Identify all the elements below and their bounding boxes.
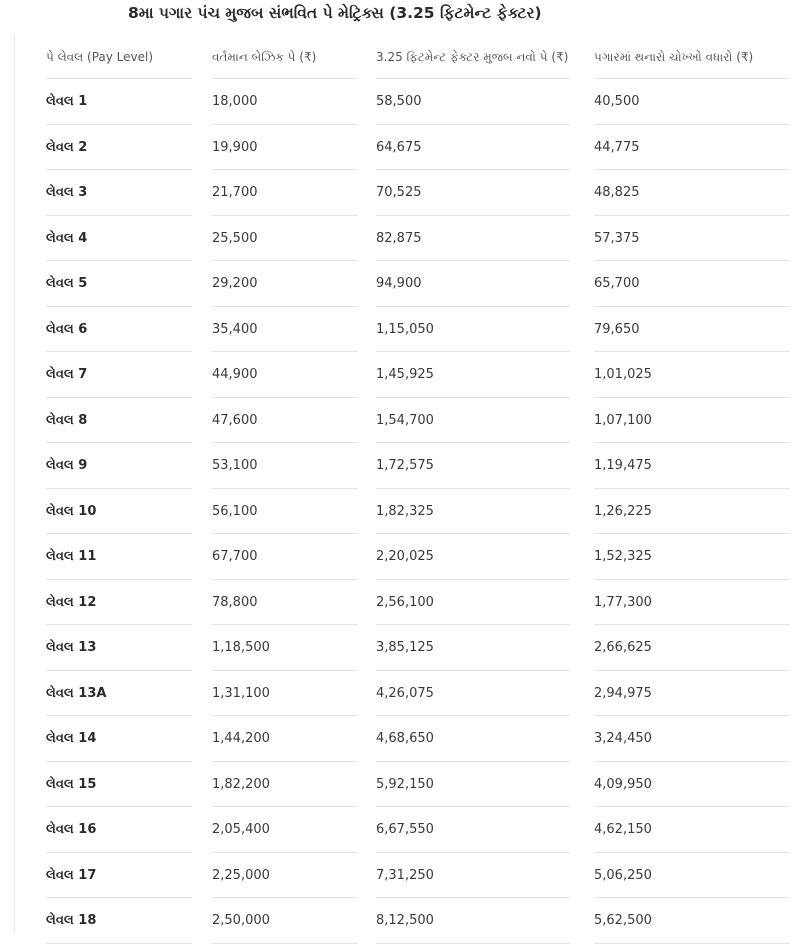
cell-pay-level: લેવલ 1 xyxy=(46,79,192,125)
cell-current-basic-pay: 29,200 xyxy=(212,261,358,307)
cell-current-basic-pay: 19,900 xyxy=(212,125,358,171)
cell-pay-level: લેવલ 3 xyxy=(46,170,192,216)
cell-current-basic-pay: 1,44,200 xyxy=(212,716,358,762)
cell-new-pay: 5,92,150 xyxy=(376,762,570,808)
cell-net-increase: 1,01,025 xyxy=(594,352,790,398)
cell-current-basic-pay: 53,100 xyxy=(212,443,358,489)
cell-new-pay: 64,675 xyxy=(376,125,570,171)
cell-current-basic-pay: 44,900 xyxy=(212,352,358,398)
cell-new-pay: 1,72,575 xyxy=(376,443,570,489)
cell-current-basic-pay: 25,500 xyxy=(212,216,358,262)
cell-pay-level: લેવલ 18 xyxy=(46,898,192,944)
cell-net-increase: 2,66,625 xyxy=(594,625,790,671)
cell-current-basic-pay: 78,800 xyxy=(212,580,358,626)
cell-pay-level: લેવલ 6 xyxy=(46,307,192,353)
cell-current-basic-pay: 56,100 xyxy=(212,489,358,535)
cell-new-pay: 94,900 xyxy=(376,261,570,307)
cell-new-pay: 1,82,325 xyxy=(376,489,570,535)
cell-current-basic-pay: 2,25,000 xyxy=(212,853,358,899)
cell-net-increase: 1,52,325 xyxy=(594,534,790,580)
cell-net-increase: 48,825 xyxy=(594,170,790,216)
cell-new-pay: 1,54,700 xyxy=(376,398,570,444)
cell-net-increase: 1,26,225 xyxy=(594,489,790,535)
cell-net-increase: 65,700 xyxy=(594,261,790,307)
cell-pay-level: લેવલ 9 xyxy=(46,443,192,489)
cell-net-increase: 5,62,500 xyxy=(594,898,790,944)
cell-current-basic-pay: 21,700 xyxy=(212,170,358,216)
cell-pay-level: લેવલ 8 xyxy=(46,398,192,444)
cell-new-pay: 7,31,250 xyxy=(376,853,570,899)
cell-pay-level: લેવલ 13A xyxy=(46,671,192,717)
cell-net-increase: 4,62,150 xyxy=(594,807,790,853)
page-title: 8મા પગાર પંચ મુજબ સંભવિત પે મેટ્રિક્સ (3.25 ફિટમેન્ટ ફેક્ટર) xyxy=(128,4,542,22)
cell-pay-level: લેવલ 15 xyxy=(46,762,192,808)
cell-current-basic-pay: 67,700 xyxy=(212,534,358,580)
cell-pay-level: લેવલ 17 xyxy=(46,853,192,899)
cell-pay-level: લેવલ 16 xyxy=(46,807,192,853)
cell-current-basic-pay: 1,18,500 xyxy=(212,625,358,671)
cell-current-basic-pay: 1,31,100 xyxy=(212,671,358,717)
cell-net-increase: 5,06,250 xyxy=(594,853,790,899)
cell-net-increase: 44,775 xyxy=(594,125,790,171)
cell-pay-level: લેવલ 4 xyxy=(46,216,192,262)
header-net-increase: પગારમાં થનારો ચોખ્ખો વધારો (₹) xyxy=(594,36,790,79)
cell-current-basic-pay: 35,400 xyxy=(212,307,358,353)
cell-net-increase: 40,500 xyxy=(594,79,790,125)
cell-pay-level: લેવલ 2 xyxy=(46,125,192,171)
cell-pay-level: લેવલ 14 xyxy=(46,716,192,762)
cell-new-pay: 70,525 xyxy=(376,170,570,216)
header-current-basic-pay: વર્તમાન બેઝિક પે (₹) xyxy=(212,36,358,79)
cell-net-increase: 1,77,300 xyxy=(594,580,790,626)
cell-new-pay: 3,85,125 xyxy=(376,625,570,671)
cell-new-pay: 6,67,550 xyxy=(376,807,570,853)
cell-new-pay: 2,56,100 xyxy=(376,580,570,626)
cell-pay-level: લેવલ 10 xyxy=(46,489,192,535)
cell-current-basic-pay: 2,05,400 xyxy=(212,807,358,853)
cell-pay-level: લેવલ 5 xyxy=(46,261,192,307)
cell-net-increase: 4,09,950 xyxy=(594,762,790,808)
cell-new-pay: 4,68,650 xyxy=(376,716,570,762)
cell-current-basic-pay: 47,600 xyxy=(212,398,358,444)
cell-pay-level: લેવલ 7 xyxy=(46,352,192,398)
cell-new-pay: 8,12,500 xyxy=(376,898,570,944)
left-border-line xyxy=(14,36,15,933)
cell-net-increase: 2,94,975 xyxy=(594,671,790,717)
cell-net-increase: 3,24,450 xyxy=(594,716,790,762)
cell-pay-level: લેવલ 11 xyxy=(46,534,192,580)
cell-pay-level: લેવલ 12 xyxy=(46,580,192,626)
header-new-pay: 3.25 ફિટમેન્ટ ફેક્ટર મુજબ નવો પે (₹) xyxy=(376,36,570,79)
cell-pay-level: લેવલ 13 xyxy=(46,625,192,671)
cell-current-basic-pay: 2,50,000 xyxy=(212,898,358,944)
cell-new-pay: 1,45,925 xyxy=(376,352,570,398)
cell-net-increase: 1,07,100 xyxy=(594,398,790,444)
cell-current-basic-pay: 18,000 xyxy=(212,79,358,125)
cell-net-increase: 57,375 xyxy=(594,216,790,262)
cell-new-pay: 1,15,050 xyxy=(376,307,570,353)
cell-new-pay: 4,26,075 xyxy=(376,671,570,717)
cell-new-pay: 2,20,025 xyxy=(376,534,570,580)
cell-net-increase: 79,650 xyxy=(594,307,790,353)
cell-new-pay: 58,500 xyxy=(376,79,570,125)
header-pay-level: પે લેવલ (Pay Level) xyxy=(46,36,192,79)
cell-new-pay: 82,875 xyxy=(376,216,570,262)
cell-current-basic-pay: 1,82,200 xyxy=(212,762,358,808)
cell-net-increase: 1,19,475 xyxy=(594,443,790,489)
